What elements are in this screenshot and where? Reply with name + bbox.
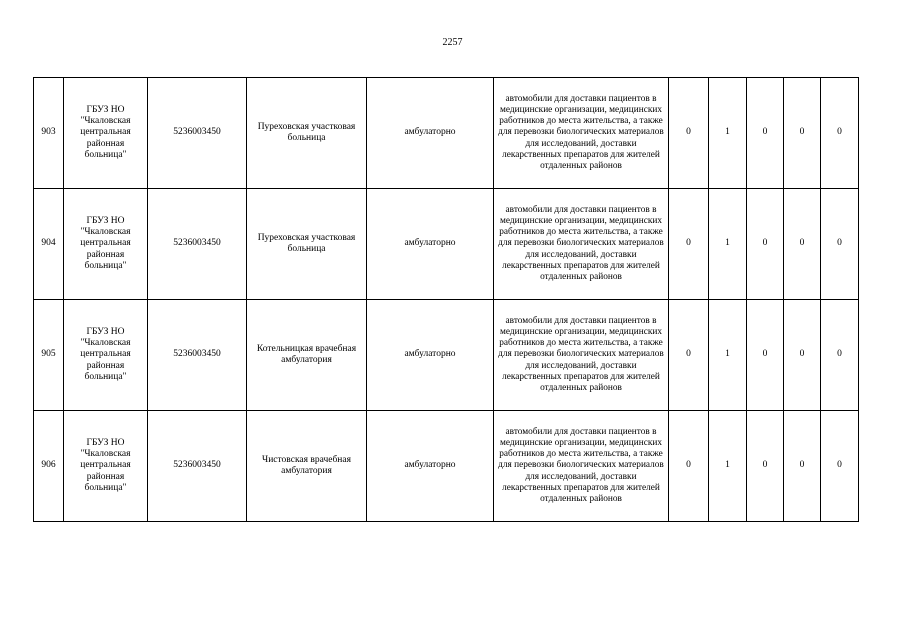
table-row xyxy=(34,411,859,522)
inn-cell: 5236003450 xyxy=(148,411,247,522)
organization-cell: ГБУЗ НО "Чкаловская центральная районная больница" xyxy=(64,78,148,189)
purpose-cell: автомобили для доставки пациентов в медицинские организации, медицинских работников до места жительства, а также для перевозки биологических материалов для исследований, доставки лекарственных препаратов для жителей отдаленных районов xyxy=(494,300,669,411)
value-cell: 0 xyxy=(784,300,821,411)
value-cell: 1 xyxy=(709,78,747,189)
value-cell: 1 xyxy=(709,189,747,300)
value-cell: 0 xyxy=(747,189,784,300)
value-cell: 0 xyxy=(784,189,821,300)
value-cell: 1 xyxy=(709,411,747,522)
value-cell: 0 xyxy=(821,189,859,300)
value-cell: 0 xyxy=(821,411,859,522)
value-cell: 0 xyxy=(821,300,859,411)
value-cell: 0 xyxy=(669,189,709,300)
unit-cell: Котельницкая врачебная амбулатория xyxy=(247,300,367,411)
inn-cell: 5236003450 xyxy=(148,300,247,411)
value-cell: 0 xyxy=(669,78,709,189)
value-cell: 0 xyxy=(669,300,709,411)
unit-cell: Пуреховская участковая больница xyxy=(247,189,367,300)
row-number-cell: 906 xyxy=(34,411,64,522)
value-cell: 0 xyxy=(669,411,709,522)
value-cell: 0 xyxy=(747,411,784,522)
value-cell: 0 xyxy=(747,300,784,411)
organization-cell: ГБУЗ НО "Чкаловская центральная районная больница" xyxy=(64,411,148,522)
organization-cell: ГБУЗ НО "Чкаловская центральная районная больница" xyxy=(64,189,148,300)
unit-cell: Чистовская врачебная амбулатория xyxy=(247,411,367,522)
table-row xyxy=(34,189,859,300)
value-cell: 0 xyxy=(747,78,784,189)
care-mode-cell: амбулаторно xyxy=(367,300,494,411)
care-mode-cell: амбулаторно xyxy=(367,411,494,522)
page-number: 2257 xyxy=(442,37,463,48)
purpose-cell: автомобили для доставки пациентов в медицинские организации, медицинских работников до места жительства, а также для перевозки биологических материалов для исследований, доставки лекарственных препаратов для жителей отдаленных районов xyxy=(494,78,669,189)
inn-cell: 5236003450 xyxy=(148,78,247,189)
care-mode-cell: амбулаторно xyxy=(367,78,494,189)
value-cell: 1 xyxy=(709,300,747,411)
table-row xyxy=(34,78,859,189)
data-table xyxy=(33,77,859,522)
unit-cell: Пуреховская участковая больница xyxy=(247,78,367,189)
row-number-cell: 903 xyxy=(34,78,64,189)
purpose-cell: автомобили для доставки пациентов в медицинские организации, медицинских работников до места жительства, а также для перевозки биологических материалов для исследований, доставки лекарственных препаратов для жителей отдаленных районов xyxy=(494,189,669,300)
value-cell: 0 xyxy=(784,78,821,189)
care-mode-cell: амбулаторно xyxy=(367,189,494,300)
value-cell: 0 xyxy=(821,78,859,189)
organization-cell: ГБУЗ НО "Чкаловская центральная районная больница" xyxy=(64,300,148,411)
row-number-cell: 905 xyxy=(34,300,64,411)
purpose-cell: автомобили для доставки пациентов в медицинские организации, медицинских работников до места жительства, а также для перевозки биологических материалов для исследований, доставки лекарственных препаратов для жителей отдаленных районов xyxy=(494,411,669,522)
row-number-cell: 904 xyxy=(34,189,64,300)
value-cell: 0 xyxy=(784,411,821,522)
inn-cell: 5236003450 xyxy=(148,189,247,300)
table-row xyxy=(34,300,859,411)
